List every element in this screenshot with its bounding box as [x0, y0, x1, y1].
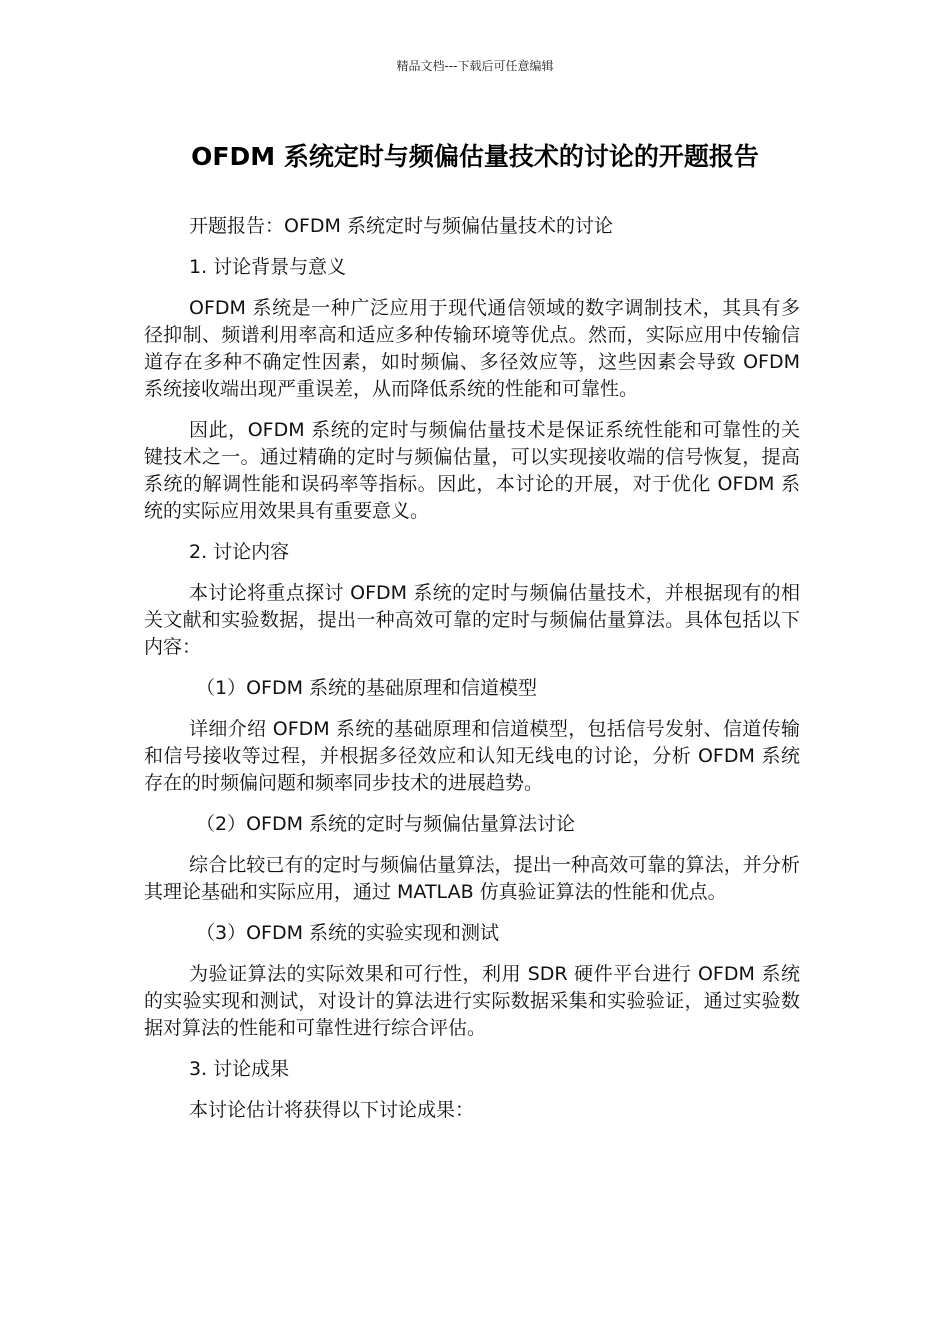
- report-heading: 开题报告：OFDM 系统定时与频偏估量技术的讨论: [189, 215, 613, 237]
- paragraph-subsection-3: 为验证算法的实际效果和可行性，利用 SDR 硬件平台进行 OFDM 系统的实验实现和测试，对设计的算法进行实际数据采集和实验验证，通过实验数据对算法的性能和可靠性进行综合评估。: [144, 963, 800, 1039]
- paragraph-subsection-1: 详细介绍 OFDM 系统的基础原理和信道模型，包括信号发射、信道传输和信号接收等过程，并根据多径效应和认知无线电的讨论，分析 OFDM 系统存在的时频偏问题和频率同步技术的进展趋势。: [144, 718, 800, 794]
- paragraph-results-intro: 本讨论估计将获得以下讨论成果：: [189, 1099, 475, 1121]
- section-heading-content: 2. 讨论内容: [189, 541, 290, 563]
- subheading-2: （2）OFDM 系统的定时与频偏估量算法讨论: [196, 813, 576, 835]
- paragraph-background-2: 因此，OFDM 系统的定时与频偏估量技术是保证系统性能和可靠性的关键技术之一。通过精确的定时与频偏估量，可以实现接收端的信号恢复，提高系统的解调性能和误码率等指标。因此，本讨论的开展，对于优化 OFDM 系统的实际应用效果具有重要意义。: [144, 419, 800, 522]
- paragraph-background-1: OFDM 系统是一种广泛应用于现代通信领域的数字调制技术，其具有多径抑制、频谱利用率高和适应多种传输环境等优点。然而，实际应用中传输信道存在多种不确定性因素，如时频偏、多径效应等，这些因素会导致 OFDM 系统接收端出现严重误差，从而降低系统的性能和可靠性。: [144, 297, 800, 400]
- document-body: [144, 213, 800, 1138]
- subheading-1: （1）OFDM 系统的基础原理和信道模型: [196, 677, 538, 699]
- paragraph-content-intro: 本讨论将重点探讨 OFDM 系统的定时与频偏估量技术，并根据现有的相关文献和实验数据，提出一种高效可靠的定时与频偏估量算法。具体包括以下内容：: [144, 582, 800, 658]
- header-note: 精品文档---下载后可任意编辑: [396, 59, 554, 73]
- section-heading-background: 1. 讨论背景与意义: [189, 256, 347, 278]
- paragraph-subsection-2: 综合比较已有的定时与频偏估量算法，提出一种高效可靠的算法，并分析其理论基础和实际应用，通过 MATLAB 仿真验证算法的性能和优点。: [144, 854, 800, 903]
- subheading-3: （3）OFDM 系统的实验实现和测试: [196, 922, 500, 944]
- section-heading-results: 3. 讨论成果: [189, 1058, 290, 1080]
- document-title: OFDM 系统定时与频偏估量技术的讨论的开题报告: [191, 142, 759, 171]
